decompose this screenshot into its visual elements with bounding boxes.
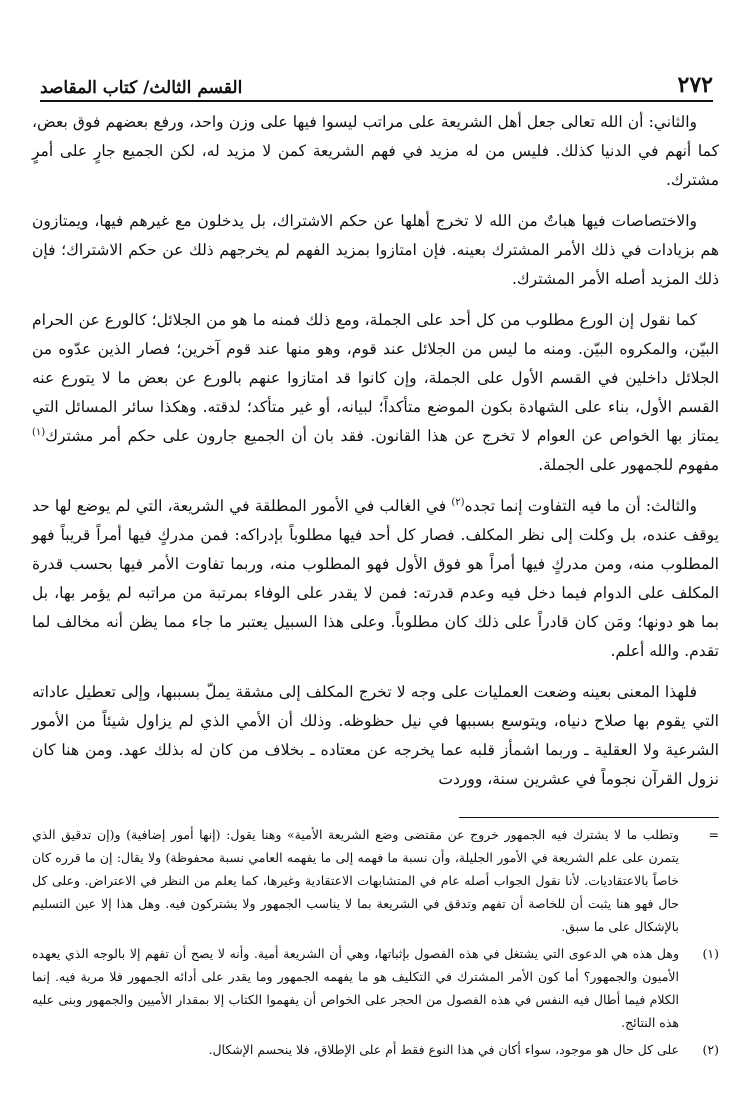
footnote-text: وهل هذه هي الدعوى التي يشتغل في هذه الفصول بإثباتها، وهي أن الشريعة أمية. وأنه لا يصح أن تفهم إلا بالوجه الذي يعهده الأميون والجمهور؟ أما كون الأمر المشترك في التكليف هو ما يفهمه الجمهور وما يقدر على أدائه الجمهور فلا مرية فيه. إنما الكلام فيما أطال فيه النفس في هذه الفصول من الحجر على الخواص أن يفهموا الكتاب إلا بمقدار الأميين والجمهور وبنى عليه هذه النتائج. <box>32 946 679 1030</box>
footnote-marker: = <box>708 827 719 842</box>
footnote-reference[interactable]: (١) <box>32 426 46 438</box>
paragraph-text: مفهوم للجمهور على الجملة. <box>538 456 719 474</box>
paragraph: والثاني: أن الله تعالى جعل أهل الشريعة على مراتب ليسوا فيها على وزن واحد، ورفع بعضهم فوق بعض، كما أنهم في الدنيا كذلك. فليس من له مزيد في فهم الشريعة كمن لا مزيد له، لكن الجميع جارٍ على أمرٍ مشترك. <box>32 113 719 189</box>
footnote-marker: (١) <box>702 946 719 961</box>
paragraph-text: كما نقول إن الورع مطلوب من كل أحد على الجملة، ومع ذلك فمنه ما هو من الجلائل؛ كالورع عن الحرام البيّن، والمكروه البيّن. ومنه ما ليس من الجلائل عند قوم، وهو منها عند قوم آخرين؛ فصار الذين عدّوه من الجلائل داخلين في القسم الأول على الجملة، وإن كانوا قد امتازوا عنهم بالورع عن بعض ما لا يتورع عنه القسم الأول، بناء على الشهادة بكون الموضع متأكداً؛ لبيانه، أو غير متأكد؛ لدقته. وهكذا سائر المسائل التي يمتاز بها الخواص عن العوام لا تخرج عن هذا القانون. فقد بان أن الجميع جارون على حكم أمر مشترك <box>32 311 719 445</box>
footnote <box>32 1038 719 1061</box>
footnote-rule <box>459 817 719 818</box>
paragraph <box>32 306 719 480</box>
footnote-text: وتطلب ما لا يشترك فيه الجمهور خروج عن مقتضى وضع الشريعة الأمية» وهنا يقول: (إنها أمور إضافية) و(إن تدقيق الذي يتمرن على علم الشريعة في الأمور الجليلة، وأن نسبة ما فهمه إلى ما يفهمه العامي نسبة محفوظة) ولا يقال: إن ما قرره كان خاصاً بالاعتقاديات. لأنا نقول الجواب أصله عام في المتشابهات الاعتقادية وغيرها، كما يعلم من النظر في الاعتراض. وعلى كل حال فهو هنا يثبت أن للخاصة أن تفهم وتدقق في الشريعة بما لا يناسب الجمهور ولا يشتركون فيه. وهل هذا إلا عين التسليم بالإشكال على ما سبق. <box>32 827 679 934</box>
paragraph: فلهذا المعنى بعينه وضعت العمليات على وجه لا تخرج المكلف إلى مشقة يملّ بسببها، وإلى تعطيل عاداته التي يقوم بها صلاح دنياه، ويتوسع بسببها في نيل حظوظه. وذلك أن الأمي الذي لم يزاول شيئاً من الأمور الشرعية ولا العقلية ـ وربما اشمأز قلبه عما يخرجه عن معتاده ـ بخلاف من كان له بذلك عهد. ومن هنا كان نزول القرآن نجوماً في عشرين سنة، ووردت <box>32 683 719 788</box>
paragraph <box>32 492 719 666</box>
paragraph-text: والثالث: أن ما فيه التفاوت إنما تجده <box>464 497 697 515</box>
footnotes <box>32 823 719 1065</box>
section-title: القسم الثالث/ كتاب المقاصد <box>40 78 243 98</box>
paragraph-text: في الغالب في الأمور المطلقة في الشريعة، التي لم يوضع لها حد يوقف عنده، بل وكلت إلى نظر المكلف. فصار كل أحد فيها مطلوباً بإدراكه: فمن مدركٍ فيها أمراً قريباً فهو المطلوب منه، ومن مدركٍ فيها أمراً هو فوق الأول فهو المطلوب منه، وربما تفاوت الأمر فيها بحسب قدرة المكلف على الدوام فيما دخل فيه وعدم قدرته: فمن لا يقدر على الوفاء بمرتبة من مراتبه لم يؤمر بها، بل بما هو دونها؛ ومَن كان قادراً على ذلك كان مطلوباً. وعلى هذا السبيل يعتبر ما جاء مما يظن أنه مخالف لما تقدم. والله أعلم. <box>32 497 719 660</box>
paragraph: والاختصاصات فيها هباتٌ من الله لا تخرج أهلها عن حكم الاشتراك، بل يدخلون مع غيرهم فيها، ويمتازون هم بزيادات في ذلك الأمر المشترك بعينه. فإن امتازوا بمزيد الفهم لم يخرجهم ذلك عن حكم الاشتراك؛ فإن ذلك المزيد أصله الأمر المشترك. <box>32 212 719 288</box>
footnote-reference[interactable]: (٢) <box>451 496 465 508</box>
footnote-marker: (٢) <box>702 1042 719 1057</box>
page-number: ٢٧٢ <box>677 72 713 98</box>
footnote-text: على كل حال هو موجود، سواء أكان في هذا النوع فقط أم على الإطلاق، فلا ينحسم الإشكال. <box>208 1042 679 1057</box>
main-text <box>32 108 719 806</box>
running-head <box>40 68 713 98</box>
header-rule <box>40 100 713 102</box>
footnote <box>32 823 719 938</box>
footnote <box>32 942 719 1034</box>
